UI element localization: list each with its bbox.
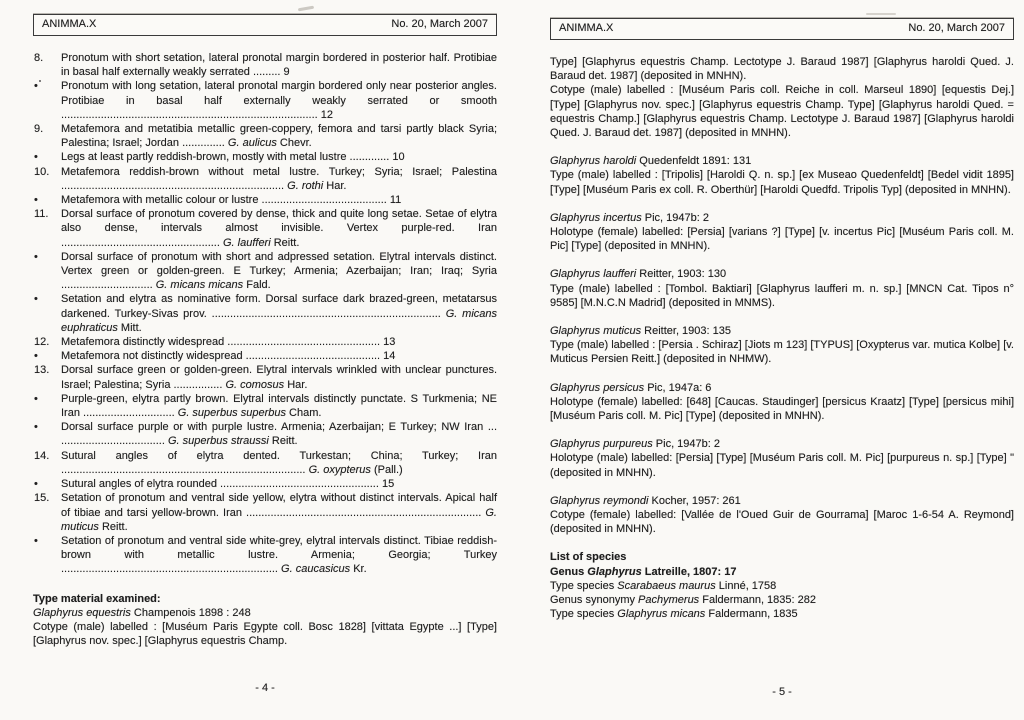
entry-body: Type] [Glaphyrus equestris Champ. Lectotype J. Baraud 1987] [Glaphyrus haroldi Qued. J. Baraud det. 1987] (deposited in MNHN). <box>550 56 1014 83</box>
section-title: Type material examined: <box>33 592 161 605</box>
line-text: Genus synonymy <box>550 594 639 607</box>
species-entry-heading <box>550 324 1014 338</box>
species-entries-list <box>550 55 1014 536</box>
species-name: Glaphyrus laufferi <box>550 268 637 281</box>
key-item-text: Setation and elytra as nominative form. Dorsal surface dark brazed-green, metatarsus darkened. Turkey-Sivas prov. ........................................................................... <box>61 293 497 320</box>
species-entry-heading <box>550 211 1014 225</box>
species-name: Glaphyrus incertus <box>550 211 642 224</box>
line-authority: Linné, 1758 <box>715 579 777 592</box>
species-name: Glaphyrus micans <box>617 608 706 621</box>
list-of-species-line <box>550 593 1014 607</box>
key-item-marker: 12. <box>34 336 50 349</box>
species-entry-heading <box>550 494 1014 508</box>
key-item-marker: 14. <box>34 449 50 462</box>
species-name: G. rothi <box>287 179 324 192</box>
species-authority: Champenois 1898 : 248 <box>130 606 251 619</box>
issue-info: No. 20, March 2007 <box>391 18 488 30</box>
scan-artifact <box>298 6 314 12</box>
line-authority: Faldermann, 1835: 282 <box>699 594 816 607</box>
key-item <box>33 51 497 79</box>
key-item-target: Har. <box>284 378 308 391</box>
key-item-target: 11 <box>389 194 402 207</box>
species-entry-heading <box>550 381 1014 395</box>
line-text: Type species <box>550 579 618 592</box>
key-item-text: Legs at least partly reddish-brown, mostly with metal lustre ............. <box>61 151 393 164</box>
species-name: Glaphyrus reymondi <box>550 494 649 507</box>
entry-body: Type (male) labelled : [Persia . Schiraz] [Jiots m 123] [TYPUS] [Oxypterus var. mutica Kolbe] [v. Muticus Persien Reitt.] (deposited in NHMW). <box>550 339 1014 366</box>
species-name: G. caucasicus <box>281 563 351 576</box>
key-item-marker: • <box>34 194 38 207</box>
key-item-target: Reitt. <box>268 435 298 448</box>
key-item-marker: • <box>34 421 38 434</box>
species-entry <box>550 494 1014 537</box>
genus-name: Glaphyrus <box>587 565 642 578</box>
species-heading <box>33 606 497 620</box>
key-item <box>33 122 497 150</box>
list-of-species-line <box>550 579 1014 593</box>
species-entry <box>550 267 1014 310</box>
species-name: G. superbus superbus <box>177 407 286 420</box>
key-item-text: Sutural angles of elytra rounded .................................................... <box>61 478 382 491</box>
key-item <box>33 292 497 335</box>
key-item-text: Metafemora distinctly widespread .................................................. <box>61 336 384 349</box>
key-item-text: Metafemora not distinctly widespread ............................................ <box>61 350 384 363</box>
journal-title: ANIMMA.X <box>559 22 614 34</box>
species-name: G. micans micans <box>155 279 244 292</box>
key-item-text: Metafemora reddish-brown without metal lustre. Turkey; Syria; Israel; Palestina ......................................................................... <box>61 165 497 192</box>
species-name: Pachymerus <box>638 594 700 607</box>
species-name: G. aulicus <box>227 137 277 150</box>
list-of-species-lines <box>550 579 1014 622</box>
species-authority: Pic, 1947b: 2 <box>652 438 721 451</box>
key-item <box>33 534 497 577</box>
genus-heading <box>550 565 1014 579</box>
key-item <box>33 449 497 477</box>
journal-title: ANIMMA.X <box>42 18 97 30</box>
page-header <box>550 18 1014 40</box>
species-authority: Quedenfeldt 1891: 131 <box>636 155 752 168</box>
species-name: Glaphyrus equestris <box>33 606 131 619</box>
key-item <box>33 165 497 193</box>
page-header <box>33 14 497 36</box>
key-item-target: 15 <box>381 478 395 491</box>
key-item <box>33 363 497 391</box>
scan-artifact <box>866 13 896 15</box>
key-item-text: Dorsal surface green or golden-green. Elytral intervals wrinkled with unclear punctures. Israel; Palestina; Syria ................ <box>61 364 497 391</box>
key-item <box>33 420 497 448</box>
key-item <box>33 349 497 363</box>
species-name: Glaphyrus muticus <box>550 325 642 338</box>
key-item-marker: • <box>34 293 38 306</box>
species-entry <box>550 324 1014 367</box>
key-item-text: Setation of pronotum and ventral side white-grey, elytral intervals distinct. Tibiae reddish-brown with metallic lustre. Armenia; Georgia; Turkey ....................................................................... <box>61 534 497 576</box>
key-item-target: 12 <box>320 108 334 121</box>
species-name: Glaphyrus haroldi <box>550 155 637 168</box>
species-entry-heading <box>550 154 1014 168</box>
key-item <box>33 207 497 250</box>
species-entry <box>550 55 1014 140</box>
key-item-marker: • <box>34 478 38 491</box>
species-name: G. comosus <box>225 378 285 391</box>
type-material-section <box>33 592 497 649</box>
page-number: - 4 - <box>255 682 275 694</box>
key-item-target: Cham. <box>286 407 322 420</box>
key-item-target: 10 <box>392 151 405 164</box>
entry-body: Type (male) labelled : [Tombol. Baktiari] [Glaphyrus laufferi m. n. sp.] [MNCN Cat. Tipos n° 9585] [M.N.C.N Madrid] (deposited in MNMS). <box>550 282 1014 309</box>
key-item-marker: • <box>34 392 38 405</box>
key-item <box>33 335 497 349</box>
key-item-marker: 13. <box>34 364 50 377</box>
entry-body: Holotype (female) labelled: [Persia] [varians ?] [Type] [v. incertus Pic] [Muséum Paris coll. M. Pic] [Type] (deposited in MNHN). <box>550 226 1014 253</box>
key-item-marker: • <box>34 250 38 263</box>
species-authority: Reitter, 1903: 135 <box>641 325 731 338</box>
key-item-marker: 15. <box>34 492 50 505</box>
page-left <box>33 14 497 648</box>
key-item <box>33 491 497 534</box>
entry-body-continued: Cotype (male) labelled : [Muséum Paris coll. Reiche in coll. Marseul 1890] [equestis Dej.] [Type] [Glaphyrus nov. spec.] [Glaphyrus equestris Champ. Type] [Glaphyrus haroldi Qued. = equestris Champ.] [Glaphyrus equestris Champ. Lectotype J. Baraud 1987] [Glaphyrus haroldi Qued. J. Baraud det. 1987] (deposited in MNHN). <box>550 84 1014 140</box>
key-item-text: Dorsal surface purple or with purple lustre. Armenia; Azerbaijan; E Turkey; NW Iran ... .................................. <box>61 421 497 448</box>
species-entry-heading <box>550 267 1014 281</box>
key-item-target: Mitt. <box>117 321 142 334</box>
species-name: G. oxypterus <box>308 463 371 476</box>
species-authority: Pic, 1947b: 2 <box>641 211 709 224</box>
key-item-text: Pronotum with long setation, lateral pronotal margin bordered only near posterior angles. Protibiae in basal half externally weakly serrated or smooth .................................................................................... <box>61 80 497 121</box>
key-item-text: Metafemora and metatibia metallic green-coppery, femora and tarsi partly black Syria; Palestina; Israel; Jordan .............. <box>61 123 497 150</box>
key-item-target: (Pall.) <box>370 463 403 476</box>
key-item-text: Pronotum with short setation, lateral pronotal margin bordered in posterior half. Protibiae in basal half externally weakly serrated ......... <box>61 52 497 79</box>
species-authority: Kocher, 1957: 261 <box>648 494 741 507</box>
species-name: Glaphyrus purpureus <box>550 438 653 451</box>
list-of-species-section <box>550 550 1014 621</box>
key-item-marker: 10. <box>34 165 50 178</box>
key-item-target: 9 <box>283 66 290 79</box>
key-item-target: Reitt. <box>270 236 300 249</box>
line-authority: Faldermann, 1835 <box>705 608 798 621</box>
species-name: G. superbus straussi <box>167 435 269 448</box>
key-item-marker: • <box>34 80 38 93</box>
key-item <box>33 79 497 122</box>
species-authority: Reitter, 1903: 130 <box>636 268 727 281</box>
key-item <box>33 392 497 420</box>
key-item-text: Setation of pronotum and ventral side yellow, elytra without distinct intervals. Apical half of tibiae and tarsi yellow-brown. Iran ............................................................................. <box>61 492 497 519</box>
species-entry <box>550 381 1014 424</box>
genus-authority: Latreille, 1807: 17 <box>641 565 737 578</box>
key-item <box>33 193 497 207</box>
entry-body: Cotype (male) labelled : [Muséum Paris Egypte coll. Bosc 1828] [vittata Egypte ...] [Type] [Glaphyrus nov. spec.] [Glaphyrus equestris Champ. <box>33 620 497 648</box>
species-entry <box>550 154 1014 197</box>
species-entry <box>550 211 1014 254</box>
section-title: List of species <box>550 551 627 564</box>
key-item <box>33 150 497 164</box>
identification-key-list <box>33 51 497 577</box>
key-item-target: 14 <box>383 350 396 363</box>
line-text: Type species <box>550 608 618 621</box>
key-item-marker: 8. <box>34 52 44 64</box>
key-item <box>33 477 497 491</box>
key-item-marker: • <box>34 350 38 363</box>
key-item-text: Sutural angles of elytra dented. Turkestan; China; Turkey; Iran ................................................................................ <box>61 449 497 476</box>
species-name: G. micans euphraticus <box>61 307 497 334</box>
key-item-target: 13 <box>383 336 396 349</box>
key-item-marker: • <box>34 151 38 164</box>
key-item-marker: 11. <box>34 208 49 221</box>
key-item <box>33 250 497 293</box>
issue-info: No. 20, March 2007 <box>908 22 1005 34</box>
key-item-target: Har. <box>323 179 347 192</box>
key-item-text: Purple-green, elytra partly brown. Elytral intervals distinctly punctate. S Turkmenia; NE Iran .............................. <box>61 392 497 420</box>
species-entry-heading <box>550 437 1014 451</box>
entry-body: Cotype (female) labelled: [Vallée de l'Oued Guir de Gourrama] [Maroc 1-6-54 A. Reymond] (deposited in MNHN). <box>550 509 1014 536</box>
species-entry <box>550 437 1014 480</box>
species-name: G. laufferi <box>222 236 271 249</box>
key-item-target: Kr. <box>350 563 367 576</box>
key-item-text: Metafemora with metallic colour or lustre ......................................... <box>61 194 390 207</box>
key-item-marker: • <box>34 534 38 547</box>
species-name: Glaphyrus persicus <box>550 381 645 394</box>
page-number: - 5 - <box>772 686 792 698</box>
key-item-text: Dorsal surface of pronotum with short and adpressed setation. Elytral intervals distinct. Vertex green or golden-green. E Turkey; Armenia; Azerbaijan; Iran; Iraq; Syria .............................. <box>61 250 497 292</box>
key-item-target: Reitt. <box>98 520 128 533</box>
list-of-species-line <box>550 607 1014 621</box>
entry-body: Type (male) labelled : [Tripolis] [Haroldi Q. n. sp.] [ex Museao Quedenfeldt] [Bedel vidit 1895] [Type] [Muséum Paris ex coll. R. Oberthür] [Haroldi Quedfd. Tripolis Typ] (deposited in MNHN). <box>550 169 1014 196</box>
genus-label: Genus <box>550 565 588 578</box>
key-item-target: Fald. <box>243 279 271 292</box>
key-item-text: Dorsal surface of pronotum covered by dense, thick and quite long setae. Setae of elytra also dense, intervals almost invisible. Vertex purple-red. Iran .................................................... <box>61 208 497 249</box>
species-authority: Pic, 1947a: 6 <box>644 381 712 394</box>
page-right <box>550 18 1014 622</box>
species-name: G. muticus <box>61 506 497 533</box>
key-item-marker: 9. <box>34 123 44 136</box>
entry-body: Holotype (male) labelled: [Persia] [Type] [Muséum Paris coll. M. Pic] [purpureus n. sp.] [Type] " (deposited in MNHN). <box>550 452 1014 479</box>
entry-body: Holotype (female) labelled: [648] [Caucas. Staudinger] [persicus Kraatz] [Type] [persicus mihi] [Muséum Paris coll. M. Pic] [Type] (deposited in MNHN). <box>550 395 1014 423</box>
species-name: Scarabaeus maurus <box>617 579 716 592</box>
key-item-target: Chevr. <box>276 137 312 150</box>
